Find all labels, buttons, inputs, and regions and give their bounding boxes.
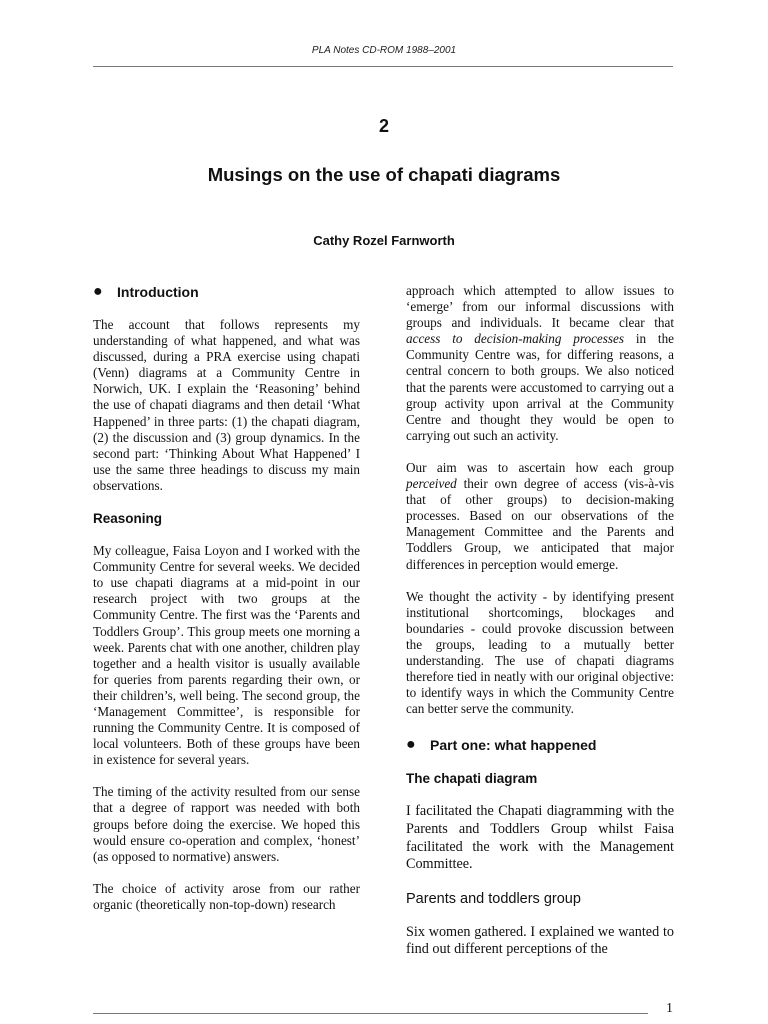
intro-paragraph: The account that follows represents my understanding of what happened, and what was discussed, during a PRA exercise using chapati (Venn) diagrams at a Community Centre in Norwich, UK. I explain the ‘Reasoning’ behind the use of chapati diagrams and then detail ‘What Happened’ in three parts: (1) the chapati diagram, (2) the discussion and (3) group dynamics. In the second part: ‘Thinking About What Happened’ I use the same three headings to discuss my main observations. (93, 317, 360, 493)
page-title: Musings on the use of chapati diagrams (207, 164, 561, 185)
page-number: 1 (666, 1001, 673, 1016)
reasoning-paragraph-3: The choice of activity arose from our rather organic (theoretically non-top-down) research (93, 880, 360, 912)
header-rule (93, 66, 673, 67)
bullet-icon: ● (93, 283, 103, 300)
aim-paragraph: Our aim was to ascertain how each group perceived their own degree of access (vis-à-vis that of other groups) to decision-making processes. Based on our observations of the Management Committee and the Parents and Toddlers Group, we anticipated that major differences in perception would emerge. (406, 459, 674, 572)
chapter-number: 2 (378, 116, 389, 136)
bullet-icon: ● (406, 736, 416, 754)
part-one-heading: ● Part one: what happened (406, 736, 597, 754)
running-header: PLA Notes CD-ROM 1988–2001 (311, 45, 457, 56)
reasoning-paragraph-1: My colleague, Faisa Loyon and I worked with the Community Centre for several weeks. We decided to use chapati diagrams at a mid-point in our research project with two groups at the Community Centre. The first was the ‘Parents and Toddlers Group’. This group meets one morning a week. Parents chat with one another, children play together and a health visitor is usually available for queries from parents regarding their own, or their children’s, well being. The second group, the ‘Management Committee’, is responsible for running the Community Centre. It is composed of local volunteers. Both of these groups have been in existence for several years. (93, 543, 360, 768)
footer-rule (93, 1013, 648, 1014)
six-women-paragraph: Six women gathered. I explained we wanted to find out different perceptions of the (406, 923, 674, 958)
activity-paragraph: We thought the activity - by identifying present institutional shortcomings, blockages and boundaries - could provoke discussion between the groups, leading to a mutually better understanding. The use of chapati diagrams therefore tied in neatly with our original objective: to identify ways in which the Community Centre can better serve the community. (406, 588, 674, 717)
approach-paragraph: approach which attempted to allow issues to ‘emerge’ from our informal discussions with groups and individuals. It became clear that access to decision-making processes in the Community Centre was, for differing reasons, a central concern to both groups. We also noticed that the parents were accustomed to carrying out a group activity upon arrival at the Community Centre and thought they would be open to carrying out such an activity. (406, 283, 675, 443)
author-name: Cathy Rozel Farnworth (313, 233, 455, 248)
reasoning-heading: Reasoning (93, 511, 163, 527)
left-column (93, 283, 360, 913)
facilitation-paragraph: I facilitated the Chapati diagramming with the Parents and Toddlers Group whilst Faisa facilitated the work with the Management Committee. (406, 803, 674, 873)
introduction-heading: ● Introduction (93, 283, 199, 300)
parents-toddlers-heading: Parents and toddlers group (406, 890, 581, 907)
right-column (406, 283, 674, 959)
chapati-diagram-heading: The chapati diagram (406, 771, 538, 787)
reasoning-paragraph-2: The timing of the activity resulted from our sense that a degree of rapport was needed with both groups before doing the exercise. We hoped this would ensure co-operation and complex, ‘honest’ (as opposed to normative) answers. (93, 784, 360, 864)
